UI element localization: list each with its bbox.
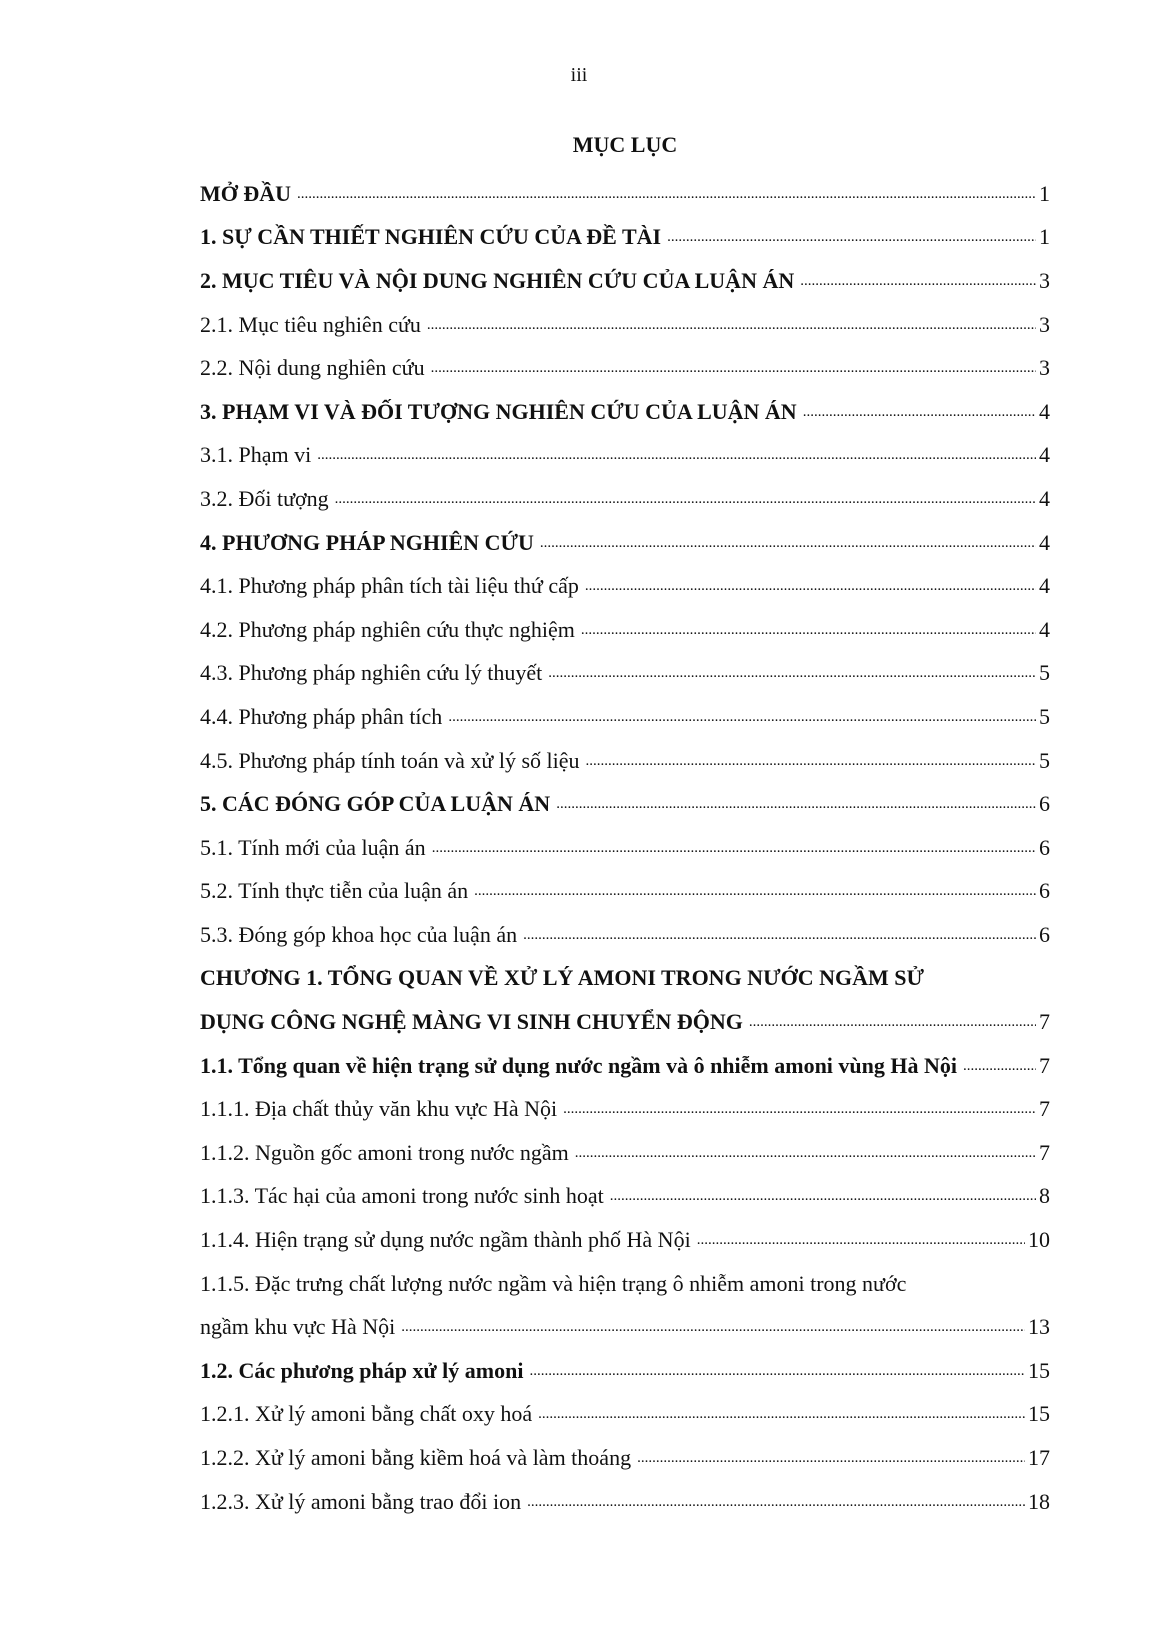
- toc-entry[interactable]: [200, 477, 1050, 521]
- toc-entry-page-number: 7: [1039, 1009, 1050, 1035]
- toc-entry-page-number: 6: [1039, 878, 1050, 904]
- dot-leader: [431, 355, 1036, 381]
- toc-entry[interactable]: [200, 303, 1050, 347]
- toc-entry-page-number: 6: [1039, 834, 1050, 860]
- toc-entry[interactable]: [200, 564, 1050, 608]
- toc-entry-page-number: 6: [1039, 921, 1050, 947]
- toc-entry-text: 1.1.1. Địa chất thủy văn khu vực Hà Nội: [200, 1096, 558, 1122]
- toc-entry-page-number: 7: [1039, 1052, 1050, 1078]
- toc-entry[interactable]: [200, 957, 1050, 1001]
- page-number: iii: [570, 64, 588, 86]
- toc-entry-text: 5.2. Tính thực tiễn của luận án: [200, 878, 469, 904]
- toc-entry-page-number: 8: [1039, 1183, 1050, 1209]
- toc-entry-page-number: 7: [1039, 1139, 1050, 1165]
- toc-entry[interactable]: [200, 1000, 1050, 1044]
- toc-entry-page-number: 13: [1028, 1314, 1050, 1340]
- toc-entry-text: 5.3. Đóng góp khoa học của luận án: [200, 921, 518, 947]
- dot-leader: [548, 660, 1036, 686]
- toc-entry-page-number: 6: [1039, 791, 1050, 817]
- toc-title: MỤC LỤC: [572, 132, 678, 157]
- dot-leader: [667, 224, 1036, 250]
- dot-leader: [556, 791, 1036, 817]
- toc-entry-text: 4.1. Phương pháp phân tích tài liệu thứ cấp: [200, 573, 579, 599]
- toc-entry-text: 2. MỤC TIÊU VÀ NỘI DUNG NGHIÊN CỨU CỦA LUẬN ÁN: [200, 267, 795, 293]
- dot-leader: [401, 1314, 1025, 1340]
- toc-entry[interactable]: [200, 434, 1050, 478]
- toc-entry-page-number: 4: [1039, 616, 1050, 642]
- dot-leader: [749, 1009, 1036, 1035]
- toc-entry-text: 1. SỰ CẦN THIẾT NGHIÊN CỨU CỦA ĐỀ TÀI: [200, 224, 662, 250]
- dot-leader: [540, 530, 1036, 556]
- dot-leader: [563, 1096, 1036, 1122]
- toc-entry[interactable]: [200, 1349, 1050, 1393]
- dot-leader: [697, 1227, 1025, 1253]
- toc-entry[interactable]: [200, 1305, 1050, 1349]
- dot-leader: [527, 1489, 1025, 1515]
- toc-entry-page-number: 3: [1039, 267, 1050, 293]
- toc-entry-page-number: 5: [1039, 660, 1050, 686]
- dot-leader: [610, 1183, 1036, 1209]
- toc-entry-page-number: 15: [1028, 1401, 1050, 1427]
- dot-leader: [575, 1140, 1036, 1166]
- dot-leader: [538, 1401, 1025, 1427]
- dot-leader: [637, 1445, 1025, 1471]
- toc-entry-page-number: 1: [1039, 224, 1050, 250]
- toc-entry-page-number: 5: [1039, 703, 1050, 729]
- toc-entry-text: 1.1.5. Đặc trưng chất lượng nước ngầm và hiện trạng ô nhiễm amoni trong nước: [200, 1270, 907, 1296]
- toc-entry[interactable]: [200, 1436, 1050, 1480]
- toc-entry-text: 1.2.1. Xử lý amoni bằng chất oxy hoá: [200, 1401, 533, 1427]
- toc-entry-page-number: 7: [1039, 1096, 1050, 1122]
- toc-entry-text: 3.1. Phạm vi: [200, 442, 312, 468]
- dot-leader: [581, 617, 1036, 643]
- toc-entry-text: DỤNG CÔNG NGHỆ MÀNG VI SINH CHUYỂN ĐỘNG: [200, 1009, 743, 1035]
- toc-entry[interactable]: [200, 1044, 1050, 1088]
- toc-entry-page-number: 4: [1039, 485, 1050, 511]
- toc-entry-text: 4.4. Phương pháp phân tích: [200, 703, 443, 729]
- toc-entry-page-number: 3: [1039, 355, 1050, 381]
- toc-entry-text: 4.3. Phương pháp nghiên cứu lý thuyết: [200, 660, 543, 686]
- toc-entry-text: 1.2.3. Xử lý amoni bằng trao đổi ion: [200, 1488, 522, 1514]
- dot-leader: [297, 181, 1036, 207]
- toc-entry[interactable]: [200, 390, 1050, 434]
- toc-entry-page-number: 4: [1039, 398, 1050, 424]
- toc-entry-text: 4.5. Phương pháp tính toán và xử lý số liệu: [200, 747, 580, 773]
- toc-entry[interactable]: [200, 521, 1050, 565]
- toc-entry[interactable]: [200, 216, 1050, 260]
- toc-entry[interactable]: [200, 1393, 1050, 1437]
- toc-entry[interactable]: [200, 826, 1050, 870]
- toc-entry-text: 2.1. Mục tiêu nghiên cứu: [200, 311, 421, 337]
- toc-entry[interactable]: [200, 695, 1050, 739]
- toc-entry-text: 1.2. Các phương pháp xử lý amoni: [200, 1357, 524, 1383]
- dot-leader: [803, 399, 1036, 425]
- toc-entry-page-number: 18: [1028, 1488, 1050, 1514]
- toc-entry-text: 3. PHẠM VI VÀ ĐỐI TƯỢNG NGHIÊN CỨU CỦA LUẬN ÁN: [200, 398, 797, 424]
- toc-entry-text: 1.1.2. Nguồn gốc amoni trong nước ngầm: [200, 1139, 569, 1165]
- toc-entry[interactable]: [200, 739, 1050, 783]
- toc-entry[interactable]: [200, 1087, 1050, 1131]
- toc-entry-page-number: 4: [1039, 442, 1050, 468]
- toc-entry[interactable]: [200, 1218, 1050, 1262]
- dot-leader: [529, 1358, 1025, 1384]
- dot-leader: [448, 704, 1036, 730]
- toc-entry-text: MỞ ĐẦU: [200, 180, 292, 206]
- toc-entry-text: ngầm khu vực Hà Nội: [200, 1314, 396, 1340]
- dot-leader: [800, 268, 1036, 294]
- toc-entry-text: 3.2. Đối tượng: [200, 485, 329, 511]
- toc-entry[interactable]: [200, 913, 1050, 957]
- toc-entry[interactable]: [200, 259, 1050, 303]
- dot-leader: [474, 878, 1036, 904]
- dot-leader: [523, 922, 1036, 948]
- toc-entry[interactable]: [200, 1175, 1050, 1219]
- toc-entry[interactable]: [200, 782, 1050, 826]
- toc-entry[interactable]: [200, 1262, 1050, 1306]
- toc-entry-text: 1.1.3. Tác hại của amoni trong nước sinh hoạt: [200, 1183, 604, 1209]
- toc-entry-text: 1.2.2. Xử lý amoni bằng kiềm hoá và làm thoáng: [200, 1445, 632, 1471]
- toc-entry-page-number: 15: [1028, 1357, 1050, 1383]
- toc-entry-page-number: 4: [1039, 529, 1050, 555]
- dot-leader: [585, 573, 1036, 599]
- toc-entry-text: 4.2. Phương pháp nghiên cứu thực nghiệm: [200, 616, 575, 642]
- toc-entry[interactable]: [200, 346, 1050, 390]
- toc-entry-text: 2.2. Nội dung nghiên cứu: [200, 355, 425, 381]
- table-of-contents: [200, 172, 1050, 1523]
- toc-entry-page-number: 1: [1039, 180, 1050, 206]
- toc-entry[interactable]: [200, 608, 1050, 652]
- toc-entry-page-number: 5: [1039, 747, 1050, 773]
- toc-entry-text: 5.1. Tính mới của luận án: [200, 834, 426, 860]
- dot-leader: [335, 486, 1036, 512]
- dot-leader: [317, 442, 1036, 468]
- toc-entry[interactable]: [200, 652, 1050, 696]
- dot-leader: [586, 748, 1036, 774]
- toc-entry-page-number: 10: [1028, 1227, 1050, 1253]
- dot-leader: [963, 1053, 1036, 1079]
- toc-entry-text: 5. CÁC ĐÓNG GÓP CỦA LUẬN ÁN: [200, 791, 551, 817]
- toc-entry-text: 1.1. Tổng quan về hiện trạng sử dụng nước ngầm và ô nhiễm amoni vùng Hà Nội: [200, 1052, 958, 1078]
- dot-leader: [427, 312, 1036, 338]
- toc-entry-text: CHƯƠNG 1. TỔNG QUAN VỀ XỬ LÝ AMONI TRONG NƯỚC NGẦM SỬ: [200, 965, 924, 991]
- toc-entry-page-number: 4: [1039, 573, 1050, 599]
- toc-entry[interactable]: [200, 870, 1050, 914]
- toc-entry[interactable]: [200, 1480, 1050, 1524]
- toc-entry-text: 4. PHƯƠNG PHÁP NGHIÊN CỨU: [200, 529, 534, 555]
- toc-entry-page-number: 3: [1039, 311, 1050, 337]
- toc-entry-page-number: 17: [1028, 1445, 1050, 1471]
- toc-entry[interactable]: [200, 172, 1050, 216]
- toc-entry-text: 1.1.4. Hiện trạng sử dụng nước ngầm thành phố Hà Nội: [200, 1227, 691, 1253]
- dot-leader: [432, 835, 1036, 861]
- toc-entry[interactable]: [200, 1131, 1050, 1175]
